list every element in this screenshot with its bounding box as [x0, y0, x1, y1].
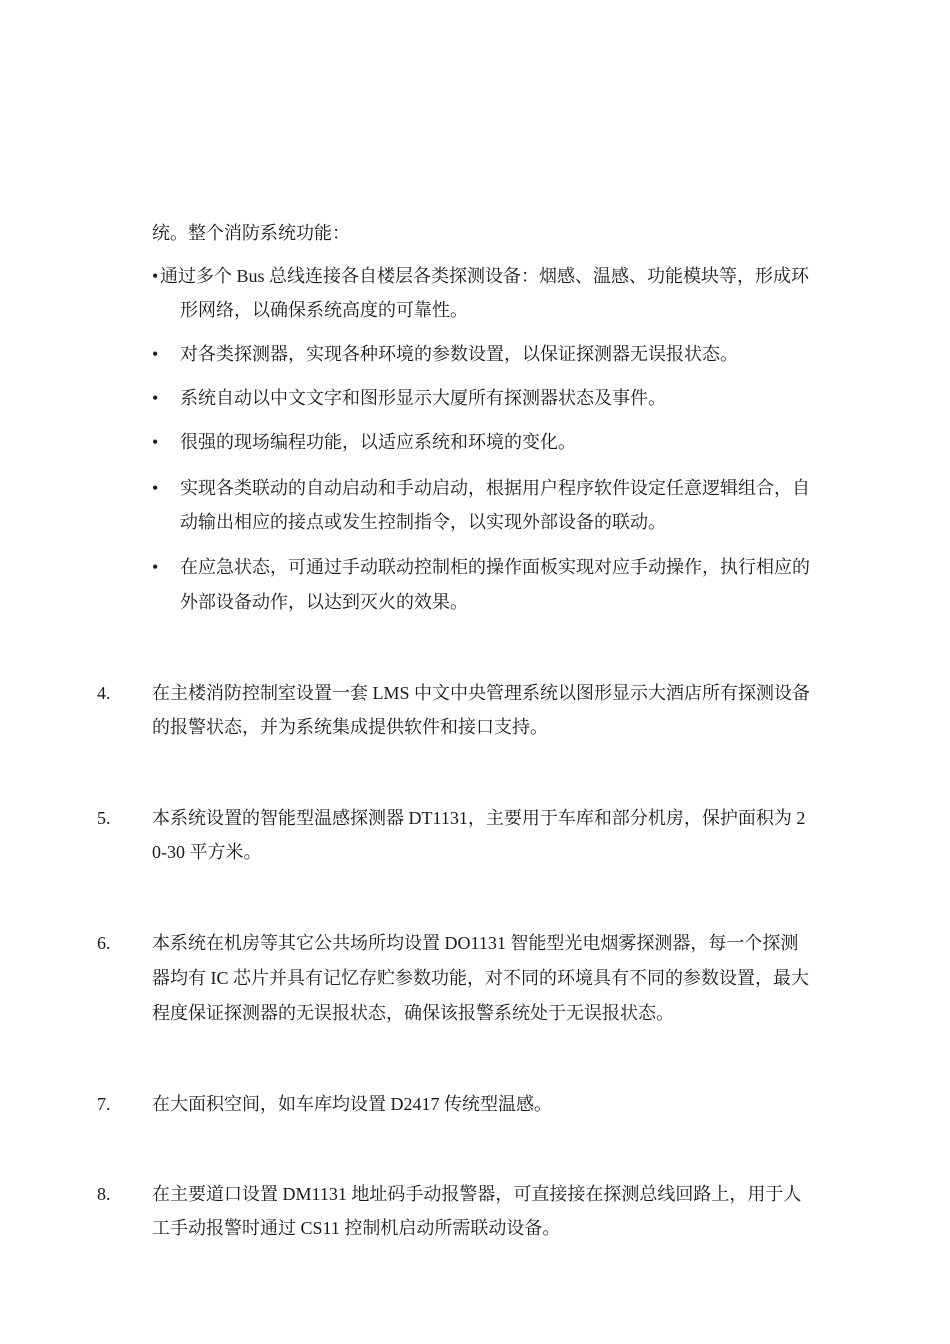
- bullet-marker: •: [152, 388, 159, 408]
- item-text-line: 在大面积空间，如车库均设置 D2417 传统型温感。: [152, 1094, 552, 1114]
- item-text-line: 的报警状态，并为系统集成提供软件和接口支持。: [152, 717, 548, 737]
- bullet-marker: •: [152, 432, 159, 452]
- item-text-line: 本系统设置的智能型温感探测器 DT1131，主要用于车库和部分机房，保护面积为 2: [152, 808, 806, 828]
- intro-line: 统。整个消防系统功能：: [152, 223, 350, 243]
- item-number: 4.: [97, 683, 111, 703]
- bullet-text-line: 系统自动以中文文字和图形显示大厦所有探测器状态及事件。: [180, 388, 666, 408]
- item-number: 6.: [97, 933, 111, 953]
- bullet-marker: •: [152, 478, 159, 498]
- item-text-line: 0-30 平方米。: [152, 842, 262, 862]
- bullet-marker: •: [152, 557, 159, 577]
- bullet-text-line: 外部设备动作，以达到灭火的效果。: [180, 592, 468, 612]
- bullet-marker: •: [152, 266, 159, 286]
- item-number: 5.: [97, 808, 111, 828]
- bullet-text-line: 对各类探测器，实现各种环境的参数设置，以保证探测器无误报状态。: [180, 344, 738, 364]
- bullet-marker: •: [152, 344, 159, 364]
- bullet-text-line: 动输出相应的接点或发生控制指令，以实现外部设备的联动。: [180, 512, 666, 532]
- item-text-line: 工手动报警时通过 CS11 控制机启动所需联动设备。: [152, 1218, 561, 1238]
- item-text-line: 在主要道口设置 DM1131 地址码手动报警器，可直接接在探测总线回路上，用于人: [152, 1184, 802, 1204]
- item-text-line: 程度保证探测器的无误报状态，确保该报警系统处于无误报状态。: [152, 1003, 674, 1023]
- bullet-text-line: 形网络，以确保系统高度的可靠性。: [180, 300, 468, 320]
- bullet-text-line: 在应急状态，可通过手动联动控制柜的操作面板实现对应手动操作，执行相应的: [180, 557, 810, 577]
- item-text-line: 本系统在机房等其它公共场所均设置 DO1131 智能型光电烟雾探测器，每一个探测: [152, 933, 799, 953]
- bullet-text-line: 很强的现场编程功能，以适应系统和环境的变化。: [180, 432, 576, 452]
- bullet-text-line: 通过多个 Bus 总线连接各自楼层各类探测设备：烟感、温感、功能模块等，形成环: [160, 266, 810, 286]
- item-text-line: 在主楼消防控制室设置一套 LMS 中文中央管理系统以图形显示大酒店所有探测设备: [152, 683, 811, 703]
- item-number: 7.: [97, 1094, 111, 1114]
- bullet-text-line: 实现各类联动的自动启动和手动启动，根据用户程序软件设定任意逻辑组合，自: [180, 478, 810, 498]
- item-number: 8.: [97, 1184, 111, 1204]
- item-text-line: 器均有 IC 芯片并具有记忆存贮参数功能，对不同的环境具有不同的参数设置，最大: [152, 968, 809, 988]
